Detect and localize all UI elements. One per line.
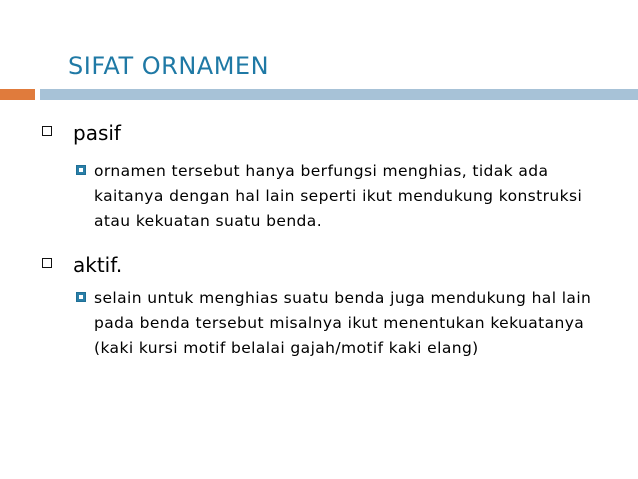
filled-square-bullet-icon xyxy=(76,165,86,175)
title-underline-bar xyxy=(40,89,638,100)
title-accent-bar xyxy=(0,89,35,100)
sub-bullet-text: ornamen tersebut hanya berfungsi menghias, tidak ada kaitanya dengan hal lain seperti ikut mendukung konstruksi atau kekuatan suatu benda. xyxy=(94,162,583,230)
bullet-label: pasif xyxy=(73,121,121,145)
sub-bullet-text: selain untuk menghias suatu benda juga mendukung hal lain pada benda tersebut misalnya ikut menentukan kekuatanya (kaki kursi motif belalai gajah/motif kaki elang) xyxy=(94,289,592,357)
hollow-square-bullet-icon xyxy=(42,126,52,136)
hollow-square-bullet-icon xyxy=(42,258,52,268)
bullet-label: aktif. xyxy=(73,253,123,277)
filled-square-bullet-icon xyxy=(76,292,86,302)
slide-title: SIFAT ORNAMEN xyxy=(68,52,270,80)
